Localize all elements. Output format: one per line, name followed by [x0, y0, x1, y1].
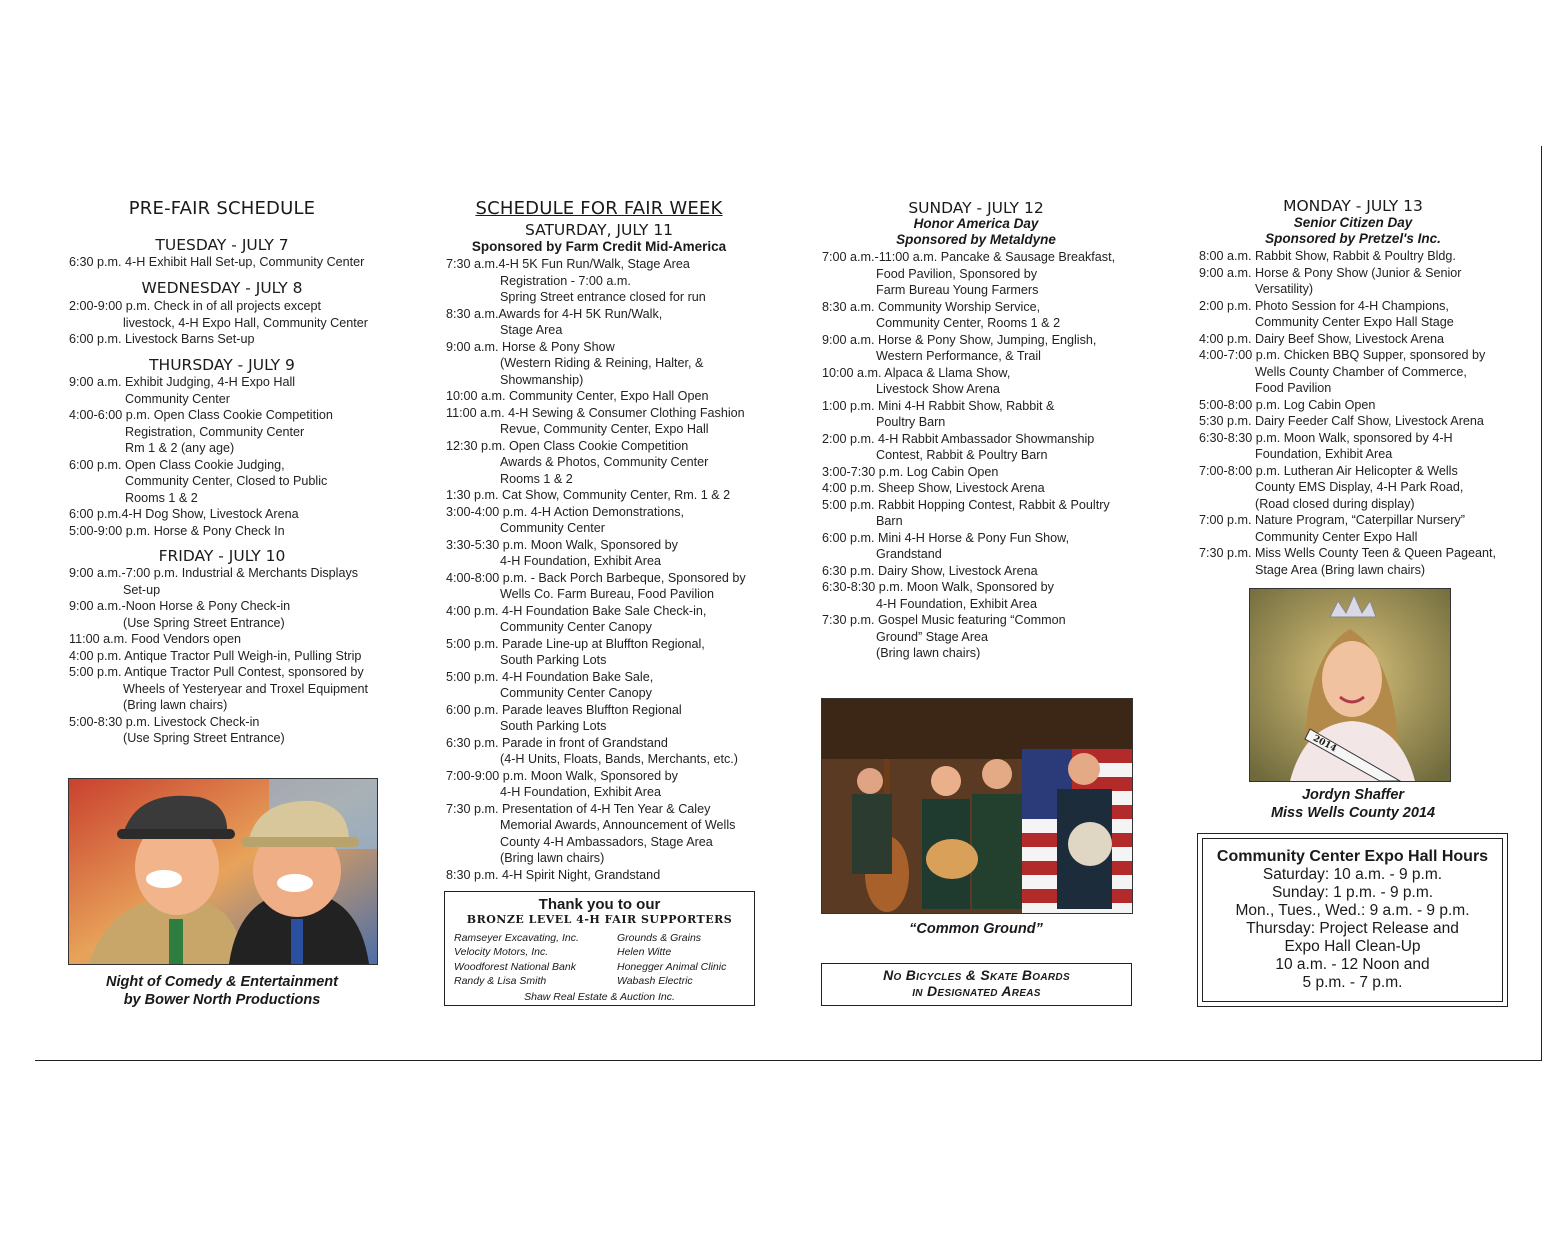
- schedule-entry: [822, 464, 1115, 481]
- entry-time-line: 2:00-9:00 p.m. Check in of all projects except: [69, 299, 322, 313]
- supporters-heading: Thank you to our: [538, 896, 661, 913]
- list-line: Grounds & Grains: [617, 932, 702, 944]
- entry-continuation-line: 4-H Foundation, Exhibit Area: [876, 596, 1038, 611]
- schedule-entry: [69, 664, 368, 714]
- list-line: Helen Witte: [617, 946, 672, 959]
- sunday-theme: Honor America Day: [913, 216, 1039, 231]
- schedule-entry: [69, 407, 333, 457]
- entry-continuation-line: Community Center Canopy: [500, 620, 652, 634]
- entry-continuation-line: Registration - 7:00 a.m.: [500, 273, 631, 288]
- schedule-entry: [446, 570, 746, 603]
- schedule-entry: [69, 565, 368, 598]
- entry-continuation-line: County 4-H Ambassadors, Stage Area: [500, 834, 713, 849]
- entry-continuation-line: Stage Area: [500, 323, 563, 337]
- fairweek-title: SCHEDULE FOR FAIR WEEK: [475, 198, 723, 219]
- schedule-entry: [69, 714, 368, 747]
- schedule-entry: [446, 504, 746, 537]
- list-line: Woodforest National Bank: [454, 960, 576, 973]
- list-line: Saturday: 10 a.m. - 9 p.m.: [1262, 866, 1443, 883]
- saturday-events: [446, 256, 746, 883]
- entry-continuation-line: Contest, Rabbit & Poultry Barn: [876, 448, 1048, 462]
- entry-continuation-line: Community Center, Rooms 1 & 2: [876, 316, 1061, 330]
- schedule-entry: [69, 523, 333, 540]
- list-line: Honegger Animal Clinic: [617, 960, 727, 973]
- schedule-entry: [1199, 413, 1496, 430]
- entry-time-line: 4:00-7:00 p.m. Chicken BBQ Supper, sponsored by: [1199, 348, 1486, 362]
- entry-time-line: 5:00 p.m. Parade Line-up at Bluffton Regional,: [446, 636, 705, 651]
- wednesday-heading: WEDNESDAY - JULY 8: [141, 279, 303, 297]
- entry-continuation-line: Western Performance, & Trail: [876, 349, 1041, 363]
- entry-continuation-line: Community Center: [500, 521, 605, 535]
- entry-time-line: 11:00 a.m. 4-H Sewing & Consumer Clothing Fashion: [446, 405, 745, 420]
- expo-hall-hours-box: [1197, 833, 1508, 1007]
- entry-continuation-line: South Parking Lots: [500, 719, 607, 733]
- schedule-entry: [446, 735, 746, 768]
- entry-continuation-line: (Western Riding & Reining, Halter, &: [500, 356, 704, 370]
- entry-time-line: 7:00-8:00 p.m. Lutheran Air Helicopter & Wells: [1199, 463, 1458, 478]
- expo-hall-hours-inner: [1202, 838, 1503, 1002]
- sash-text: 2014: [1311, 733, 1338, 755]
- entry-time-line: 10:00 a.m. Community Center, Expo Hall Open: [446, 389, 709, 403]
- monday-events: [1199, 248, 1496, 578]
- entry-time-line: 7:30 p.m. Gospel Music featuring “Common: [822, 613, 1066, 627]
- entry-continuation-line: South Parking Lots: [500, 653, 607, 667]
- saturday-heading: SATURDAY, JULY 11: [524, 221, 674, 239]
- entry-continuation-line: (Bring lawn chairs): [123, 698, 228, 712]
- sunday-sponsor: Sponsored by Metaldyne: [896, 232, 1056, 247]
- entry-time-line: 6:00 p.m. Mini 4-H Horse & Pony Fun Show,: [822, 530, 1070, 545]
- schedule-entry: [446, 438, 746, 488]
- list-line: Velocity Motors, Inc.: [454, 946, 549, 959]
- monday-theme: Senior Citizen Day: [1293, 215, 1413, 230]
- entry-continuation-line: Showmanship): [500, 372, 584, 387]
- schedule-entry: [1199, 347, 1496, 397]
- schedule-entry: [1199, 397, 1496, 414]
- common-ground-caption: “Common Ground”: [909, 921, 1043, 937]
- entry-time-line: 4:00 p.m. Dairy Beef Show, Livestock Arena: [1199, 331, 1445, 346]
- entry-time-line: 9:00 a.m. Horse & Pony Show, Jumping, English,: [822, 332, 1097, 347]
- schedule-entry: [69, 331, 368, 348]
- entry-time-line: 6:00 p.m. Livestock Barns Set-up: [69, 332, 255, 346]
- monday-heading: MONDAY - JULY 13: [1283, 197, 1423, 215]
- entry-time-line: 5:00-8:30 p.m. Livestock Check-in: [69, 714, 260, 729]
- entry-time-line: 4:00-6:00 p.m. Open Class Cookie Competition: [69, 408, 333, 422]
- hours-lines: [1203, 866, 1502, 992]
- monday-sponsor: Sponsored by Pretzel's Inc.: [1265, 231, 1441, 246]
- page-frame-bottom: [35, 1060, 1542, 1061]
- entry-continuation-line: (4-H Units, Floats, Bands, Merchants, etc.): [500, 752, 738, 766]
- entry-continuation-line: Ground” Stage Area: [876, 629, 989, 644]
- thursday-heading: THURSDAY - JULY 9: [149, 356, 295, 374]
- schedule-entry: [822, 497, 1115, 530]
- entry-time-line: 9:00 a.m. Horse & Pony Show: [446, 339, 615, 354]
- supporters-left-list: [454, 931, 579, 989]
- entry-continuation-line: Community Center Canopy: [500, 686, 652, 700]
- notice-line-2: in Designated Areas: [912, 983, 1041, 999]
- common-ground-photo: [821, 698, 1133, 914]
- queen-portrait-illustration: [1250, 589, 1450, 781]
- entry-time-line: 8:30 p.m. 4-H Spirit Night, Grandstand: [446, 867, 661, 882]
- entry-continuation-line: Wells County Chamber of Commerce,: [1255, 364, 1467, 379]
- schedule-entry: [446, 405, 746, 438]
- list-line: 10 a.m. - 12 Noon and: [1275, 956, 1430, 973]
- entry-continuation-line: Food Pavilion, Sponsored by: [876, 266, 1038, 281]
- entry-continuation-line: (Bring lawn chairs): [876, 646, 981, 660]
- schedule-entry: [69, 598, 368, 631]
- schedule-entry: [446, 603, 746, 636]
- schedule-entry: [822, 365, 1115, 398]
- schedule-entry: [446, 487, 746, 504]
- page-frame-right: [1541, 146, 1542, 1061]
- schedule-entry: [1199, 545, 1496, 578]
- list-line: Mon., Tues., Wed.: 9 a.m. - 9 p.m.: [1235, 902, 1470, 919]
- schedule-entry: [446, 306, 746, 339]
- entry-time-line: 7:00 a.m.-11:00 a.m. Pancake & Sausage Breakfast,: [822, 250, 1116, 264]
- friday-events: [69, 565, 368, 747]
- schedule-entry: [1199, 265, 1496, 298]
- entry-time-line: 6:00 p.m.4-H Dog Show, Livestock Arena: [69, 507, 299, 521]
- entry-time-line: 12:30 p.m. Open Class Cookie Competition: [446, 438, 689, 453]
- entry-continuation-line: Registration, Community Center: [125, 424, 305, 439]
- schedule-entry: [1199, 430, 1496, 463]
- schedule-entry: [446, 768, 746, 801]
- entry-time-line: 2:00 p.m. 4-H Rabbit Ambassador Showmanship: [822, 431, 1095, 446]
- thursday-events: [69, 374, 333, 539]
- schedule-entry: [446, 669, 746, 702]
- schedule-entry: [446, 339, 746, 389]
- entry-continuation-line: Food Pavilion: [1255, 381, 1332, 395]
- schedule-entry: [1199, 248, 1496, 265]
- entry-time-line: 6:00 p.m. Parade leaves Bluffton Regional: [446, 702, 682, 717]
- entry-time-line: 7:30 a.m.4-H 5K Fun Run/Walk, Stage Area: [446, 257, 690, 271]
- entry-continuation-line: Stage Area (Bring lawn chairs): [1255, 562, 1426, 577]
- schedule-entry: [1199, 512, 1496, 545]
- comedy-photo: [68, 778, 378, 965]
- entry-continuation-line: Versatility): [1255, 282, 1314, 296]
- schedule-entry: [1199, 463, 1496, 513]
- entry-continuation-line: Revue, Community Center, Expo Hall: [500, 422, 709, 436]
- schedule-entry: [446, 801, 746, 867]
- entry-time-line: 5:00 p.m. Rabbit Hopping Contest, Rabbit & Poultry: [822, 497, 1110, 512]
- entry-continuation-line: Foundation, Exhibit Area: [1255, 447, 1393, 461]
- entry-time-line: 1:00 p.m. Mini 4-H Rabbit Show, Rabbit &: [822, 398, 1055, 413]
- schedule-entry: [446, 702, 746, 735]
- entry-continuation-line: Barn: [876, 514, 903, 528]
- entry-continuation-line: livestock, 4-H Expo Hall, Community Center: [123, 315, 368, 330]
- entry-continuation-line: (Use Spring Street Entrance): [123, 731, 285, 745]
- schedule-entry: [446, 537, 746, 570]
- entry-time-line: 3:00-4:00 p.m. 4-H Action Demonstrations,: [446, 504, 684, 519]
- entry-continuation-line: Wheels of Yesteryear and Troxel Equipment: [123, 681, 369, 696]
- entry-time-line: 8:30 a.m. Community Worship Service,: [822, 299, 1041, 314]
- entry-time-line: 7:00-9:00 p.m. Moon Walk, Sponsored by: [446, 768, 678, 783]
- wednesday-events: [69, 298, 368, 348]
- schedule-entry: [822, 249, 1115, 299]
- entry-continuation-line: 4-H Foundation, Exhibit Area: [500, 554, 662, 568]
- entry-time-line: 9:00 a.m. Horse & Pony Show (Junior & Senior: [1199, 265, 1462, 280]
- entry-time-line: 6:30-8:30 p.m. Moon Walk, sponsored by 4-H: [1199, 430, 1453, 445]
- entry-continuation-line: Memorial Awards, Announcement of Wells: [500, 818, 736, 832]
- schedule-entry: [822, 299, 1115, 332]
- entry-time-line: 6:30 p.m. Parade in front of Grandstand: [446, 735, 668, 750]
- schedule-entry: [446, 636, 746, 669]
- entry-time-line: 5:30 p.m. Dairy Feeder Calf Show, Livestock Arena: [1199, 414, 1484, 428]
- schedule-entry: [69, 374, 333, 407]
- entry-time-line: 4:00 p.m. 4-H Foundation Bake Sale Check-in,: [446, 603, 707, 618]
- sunday-heading: SUNDAY - JULY 12: [908, 199, 1044, 217]
- entry-continuation-line: Awards & Photos, Community Center: [500, 455, 709, 469]
- tuesday-event: 6:30 p.m. 4-H Exhibit Hall Set-up, Community Center: [69, 255, 365, 269]
- entry-continuation-line: Poultry Barn: [876, 415, 946, 429]
- schedule-entry: [822, 332, 1115, 365]
- entry-time-line: 6:00 p.m. Open Class Cookie Judging,: [69, 457, 285, 472]
- queen-title: Miss Wells County 2014: [1270, 805, 1436, 821]
- entry-time-line: 5:00-8:00 p.m. Log Cabin Open: [1199, 397, 1376, 412]
- band-photo-illustration: [822, 699, 1132, 913]
- entry-time-line: 4:00 p.m. Antique Tractor Pull Weigh-in, Pulling Strip: [69, 648, 362, 663]
- entry-continuation-line: Spring Street entrance closed for run: [500, 290, 706, 304]
- schedule-entry: [69, 298, 368, 331]
- entry-time-line: 1:30 p.m. Cat Show, Community Center, Rm. 1 & 2: [446, 488, 731, 502]
- schedule-entry: [446, 867, 746, 884]
- entry-time-line: 4:00-8:00 p.m. - Back Porch Barbeque, Sponsored by: [446, 570, 746, 585]
- saturday-sponsor: Sponsored by Farm Credit Mid-America: [471, 239, 727, 254]
- entry-time-line: 2:00 p.m. Photo Session for 4-H Champions,: [1199, 298, 1449, 313]
- entry-continuation-line: Rooms 1 & 2: [500, 471, 573, 486]
- entry-continuation-line: Community Center Expo Hall Stage: [1255, 315, 1454, 329]
- entry-continuation-line: Rooms 1 & 2: [125, 490, 198, 505]
- entry-time-line: 7:30 p.m. Presentation of 4-H Ten Year & Caley: [446, 801, 711, 816]
- supporters-footer: Shaw Real Estate & Auction Inc.: [524, 991, 675, 1003]
- entry-continuation-line: Community Center: [125, 391, 230, 406]
- schedule-entry: [822, 480, 1115, 497]
- list-line: Wabash Electric: [617, 975, 693, 988]
- comedy-caption-line-1: Night of Comedy & Entertainment: [105, 974, 338, 990]
- schedule-entry: [69, 506, 333, 523]
- entry-continuation-line: Farm Bureau Young Farmers: [876, 283, 1039, 297]
- schedule-entry: [69, 648, 368, 665]
- entry-time-line: 9:00 a.m.-Noon Horse & Pony Check-in: [69, 599, 291, 613]
- list-line: Randy & Lisa Smith: [454, 975, 547, 988]
- entry-continuation-line: Set-up: [123, 582, 161, 597]
- supporters-right-list: [617, 931, 726, 989]
- miss-wells-county-photo: [1249, 588, 1451, 782]
- schedule-entry: [822, 530, 1115, 563]
- entry-time-line: 5:00 p.m. 4-H Foundation Bake Sale,: [446, 669, 654, 684]
- entry-continuation-line: Wells Co. Farm Bureau, Food Pavilion: [500, 587, 714, 601]
- schedule-entry: [822, 612, 1115, 662]
- hours-title: Community Center Expo Hall Hours: [1216, 848, 1489, 865]
- entry-continuation-line: 4-H Foundation, Exhibit Area: [500, 785, 662, 799]
- entry-continuation-line: Grandstand: [876, 547, 942, 561]
- entry-time-line: 11:00 a.m. Food Vendors open: [69, 632, 242, 646]
- schedule-entry: [822, 579, 1115, 612]
- entry-continuation-line: Community Center, Closed to Public: [125, 474, 328, 488]
- entry-time-line: 3:30-5:30 p.m. Moon Walk, Sponsored by: [446, 537, 678, 552]
- entry-time-line: 7:30 p.m. Miss Wells County Teen & Queen Pageant,: [1199, 546, 1497, 560]
- comedy-caption-line-2: by Bower North Productions: [123, 992, 321, 1008]
- entry-time-line: 7:00 p.m. Nature Program, “Caterpillar Nursery”: [1199, 513, 1465, 527]
- supporters-subheading: BRONZE LEVEL 4-H FAIR SUPPORTERS: [466, 913, 733, 926]
- queen-name: Jordyn Shaffer: [1301, 787, 1405, 803]
- entry-continuation-line: (Road closed during display): [1255, 496, 1415, 511]
- schedule-entry: [69, 631, 368, 648]
- entry-continuation-line: Community Center Expo Hall: [1255, 529, 1418, 544]
- schedule-entry: [822, 398, 1115, 431]
- entry-time-line: 5:00-9:00 p.m. Horse & Pony Check In: [69, 523, 285, 538]
- entry-time-line: 6:30 p.m. Dairy Show, Livestock Arena: [822, 563, 1038, 578]
- comedy-photo-illustration: [69, 779, 377, 964]
- entry-continuation-line: Rm 1 & 2 (any age): [125, 441, 235, 455]
- schedule-entry: [446, 256, 746, 306]
- tuesday-heading: TUESDAY - JULY 7: [155, 236, 289, 254]
- list-line: Ramseyer Excavating, Inc.: [454, 932, 579, 944]
- queen-caption: [1198, 786, 1508, 822]
- entry-time-line: 4:00 p.m. Sheep Show, Livestock Arena: [822, 481, 1045, 495]
- entry-continuation-line: Livestock Show Arena: [876, 382, 1000, 396]
- supporters-box: [444, 891, 755, 1006]
- list-line: Thursday: Project Release and: [1246, 920, 1459, 937]
- entry-time-line: 8:30 a.m.Awards for 4-H 5K Run/Walk,: [446, 306, 663, 321]
- sunday-events: [822, 249, 1115, 662]
- schedule-entry: [822, 563, 1115, 580]
- entry-time-line: 3:00-7:30 p.m. Log Cabin Open: [822, 464, 999, 479]
- friday-heading: FRIDAY - JULY 10: [158, 547, 286, 565]
- entry-time-line: 10:00 a.m. Alpaca & Llama Show,: [822, 365, 1011, 380]
- entry-continuation-line: County EMS Display, 4-H Park Road,: [1255, 480, 1464, 494]
- entry-time-line: 8:00 a.m. Rabbit Show, Rabbit & Poultry Bldg.: [1199, 249, 1456, 263]
- schedule-entry: [822, 431, 1115, 464]
- entry-continuation-line: (Bring lawn chairs): [500, 851, 605, 865]
- schedule-entry: [446, 388, 746, 405]
- entry-time-line: 5:00 p.m. Antique Tractor Pull Contest, sponsored by: [69, 665, 364, 679]
- comedy-caption: [68, 973, 376, 1009]
- notice-line-1: No Bicycles & Skate Boards: [883, 967, 1070, 983]
- entry-time-line: 6:30-8:30 p.m. Moon Walk, Sponsored by: [822, 580, 1054, 594]
- list-line: Sunday: 1 p.m. - 9 p.m.: [1271, 884, 1434, 901]
- entry-time-line: 9:00 a.m.-7:00 p.m. Industrial & Merchants Displays: [69, 566, 359, 580]
- schedule-entry: [1199, 298, 1496, 331]
- entry-time-line: 9:00 a.m. Exhibit Judging, 4-H Expo Hall: [69, 375, 296, 389]
- entry-continuation-line: (Use Spring Street Entrance): [123, 615, 285, 630]
- no-bicycles-notice: [821, 963, 1132, 1006]
- schedule-entry: [69, 457, 333, 507]
- list-line: 5 p.m. - 7 p.m.: [1302, 974, 1403, 991]
- list-line: Expo Hall Clean-Up: [1284, 938, 1421, 955]
- prefair-title: PRE-FAIR SCHEDULE: [128, 198, 316, 219]
- schedule-entry: [1199, 331, 1496, 348]
